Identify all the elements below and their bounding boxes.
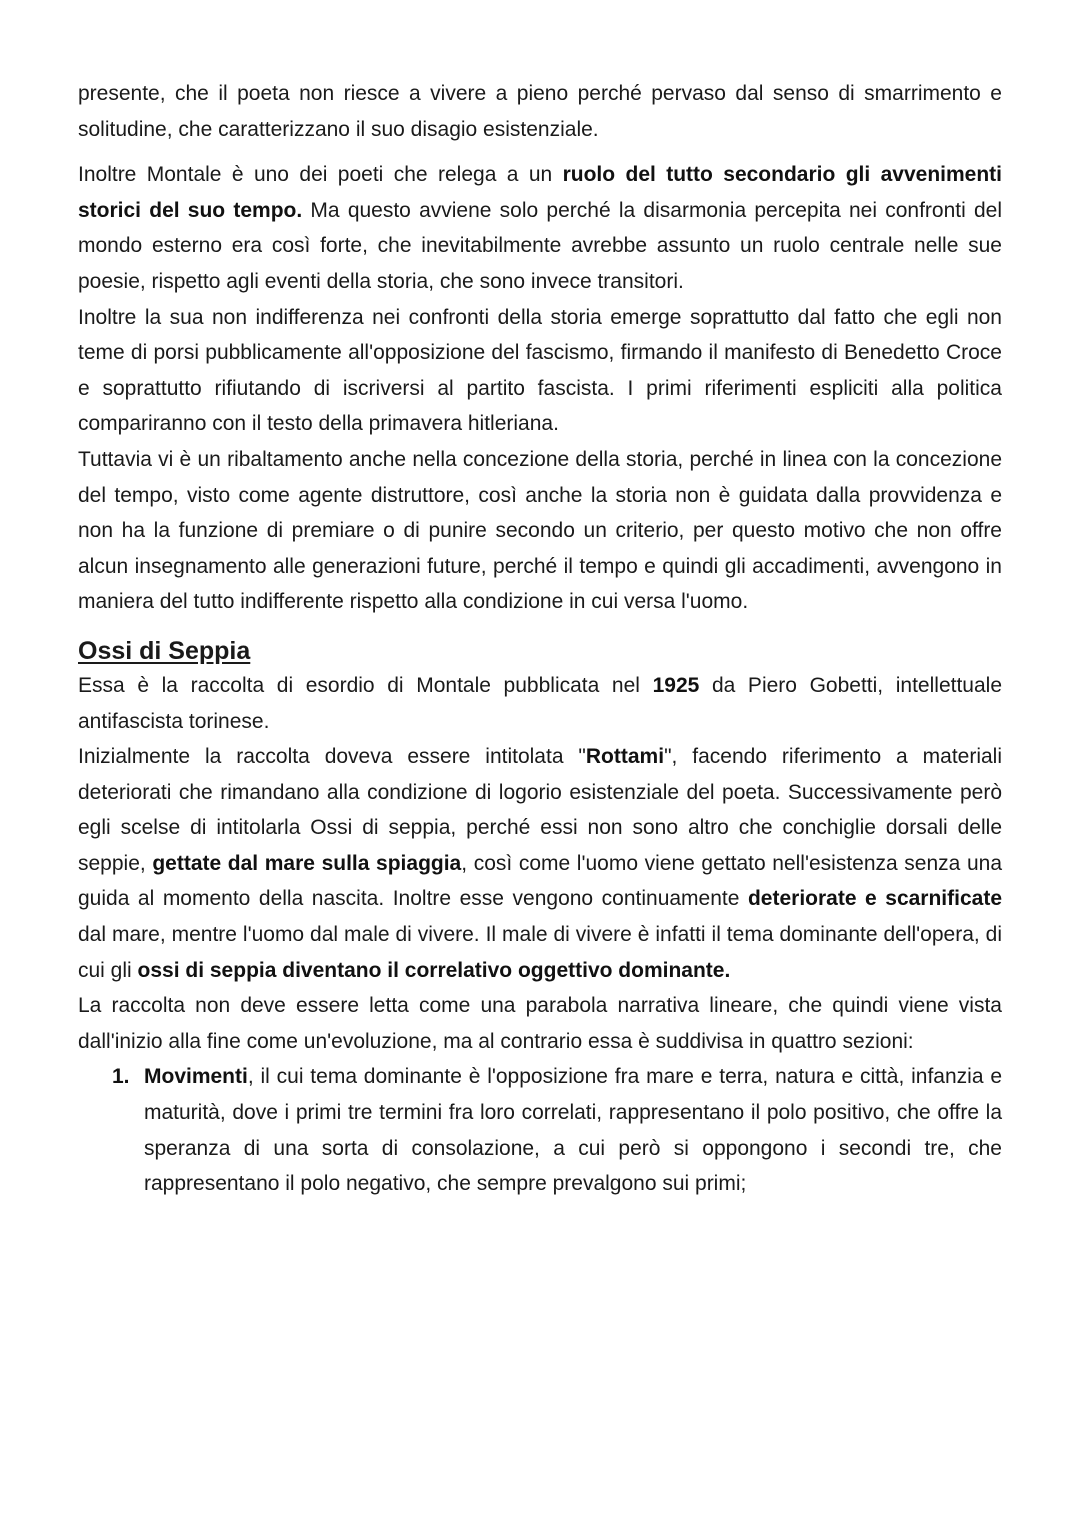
paragraph-6-bold-deteriorate: deteriorate e scarnificate — [747, 887, 1003, 911]
paragraph-6-text-a: Inizialmente la raccolta doveva essere intitolata " — [78, 745, 586, 769]
paragraph-4: Tuttavia vi è un ribaltamento anche nella concezione della storia, perché in linea con la concezione del tempo, visto come agente distruttore, così anche la storia non è guidata dalla provvidenza e non ha la funzione di premiare o di punire secondo un criterio, per questo motivo che non offre alcun insegnamento alle generazioni future, perché il tempo e quindi gli accadimenti, avvengono in maniera del tutto indifferente rispetto alla condizione in cui versa l'uomo. — [78, 447, 1002, 614]
paragraph-6-text-c: ", facendo riferimento a materiali deteriorati che rimandano alla condizione di logorio esistenziale del poeta. Successivamente però egli scelse di intitolarla Ossi di seppia, perché essi non sono altro che conchiglie dorsali delle seppie, — [78, 745, 1003, 875]
paragraph-6 — [78, 739, 1002, 988]
paragraph-6-bold-ossi: ossi di seppia diventano il correlativo oggettivo dominante. — [137, 958, 731, 982]
document-page — [78, 76, 1002, 1202]
list-item — [112, 1059, 1002, 1201]
paragraph-6-bold-rottami: Rottami — [585, 745, 665, 769]
paragraph-7: La raccolta non deve essere letta come una parabola narrativa lineare, che quindi viene vista dall'inizio alla fine come un'evoluzione, ma al contrario essa è suddivisa in quattro sezioni: — [78, 994, 1002, 1053]
paragraph-2 — [78, 157, 1002, 299]
paragraph-2-bold: ruolo del tutto secondario gli avvenimenti storici del suo tempo. — [78, 163, 1002, 222]
section-heading: Ossi di Seppia — [78, 636, 251, 665]
paragraph-5-year: 1925 — [652, 673, 700, 697]
paragraph-6-text-g: dal mare, mentre l'uomo dal male di vivere. Il male di vivere è infatti il tema dominante dell'opera, di cui gli — [78, 923, 1002, 982]
paragraph-5 — [78, 668, 1002, 739]
paragraph-5-text-c: da Piero Gobetti, intellettuale antifascista torinese. — [78, 673, 1002, 733]
paragraph-6-bold-gettate: gettate dal mare sulla spiaggia — [152, 851, 462, 875]
list-item-text: , il cui tema dominante è l'opposizione fra mare e terra, natura e città, infanzia e maturità, dove i primi tre termini fra loro correlati, rappresentano il polo positivo, che offre la speranza di una sorta di consolazione, a cui però si oppongono i secondi tre, che rappresentano il polo negativo, che sempre prevalgono sui primi; — [144, 1065, 1002, 1196]
list-item-number: 1. — [112, 1065, 130, 1089]
paragraph-2-text-c: Ma questo avviene solo perché la disarmonia percepita nei confronti del mondo esterno era così forte, che inevitabilmente avrebbe assunto un ruolo centrale nelle sue poesie, rispetto agli eventi della storia, che sono invece transitori. — [78, 198, 1002, 293]
paragraph-5-text-a: Essa è la raccolta di esordio di Montale pubblicata nel — [78, 673, 653, 697]
list-item-term: Movimenti — [144, 1065, 248, 1089]
paragraph-1: presente, che il poeta non riesce a vivere a pieno perché pervaso dal senso di smarrimento e solitudine, che caratterizzano il suo disagio esistenziale. — [78, 82, 1002, 141]
paragraph-2-text-a: Inoltre Montale è uno dei poeti che relega a un — [78, 163, 563, 187]
sections-list — [78, 1059, 1002, 1201]
paragraph-6-text-e: , così come l'uomo viene gettato nell'esistenza senza una guida al momento della nascita. Inoltre esse vengono continuamente — [78, 851, 1002, 911]
paragraph-3: Inoltre la sua non indifferenza nei confronti della storia emerge soprattutto dal fatto che egli non teme di porsi pubblicamente all'opposizione del fascismo, firmando il manifesto di Benedetto Croce e soprattutto rifiutando di iscriversi al partito fascista. I primi riferimenti espliciti alla politica compariranno con il testo della primavera hitleriana. — [78, 305, 1002, 436]
